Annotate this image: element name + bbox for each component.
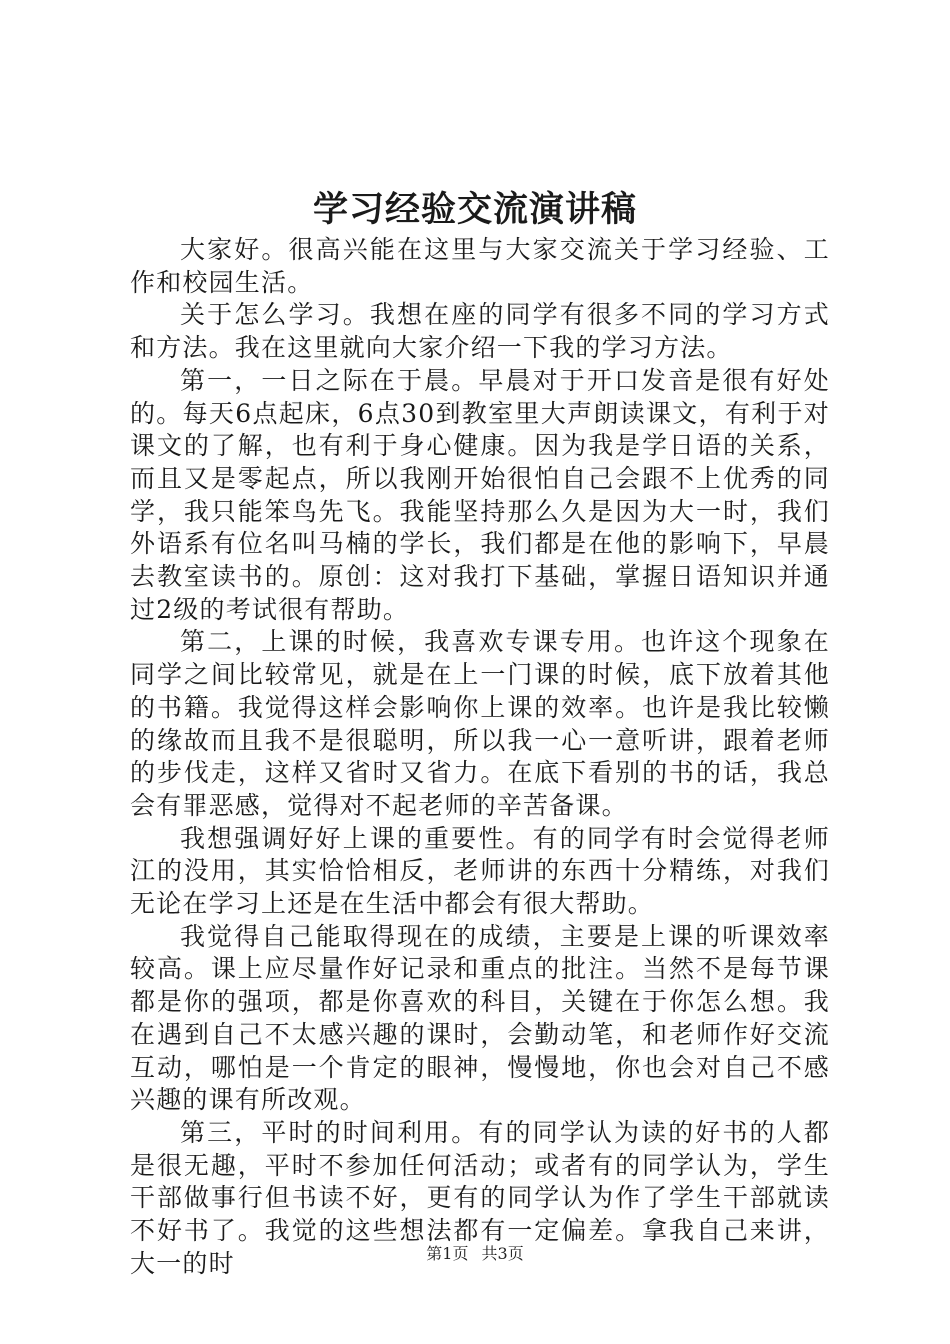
paragraph: 第二，上课的时候，我喜欢专课专用。也许这个现象在同学之间比较常见，就是在上一门课的时候，底下放着其他的书籍。我觉得这样会影响你上课的效率。也许是我比较懒的缘故而且我不是很聪明，所以我一心一意听讲，跟着老师的步伐走，这样又省时又省力。在底下看别的书的话，我总会有罪恶感，觉得对不起老师的辛苦备课。 [130, 627, 830, 820]
page-footer [0, 1242, 950, 1266]
document-body [130, 234, 830, 1281]
paragraph: 关于怎么学习。我想在座的同学有很多不同的学习方式和方法。我在这里就向大家介绍一下我的学习方法。 [130, 300, 830, 363]
paragraph: 我觉得自己能取得现在的成绩，主要是上课的听课效率较高。课上应尽量作好记录和重点的批注。当然不是每节课都是你的强项，都是你喜欢的科目，关键在于你怎么想。我在遇到自己不太感兴趣的课时，会勤动笔，和老师作好交流互动，哪怕是一个肯定的眼神，慢慢地，你也会对自己不感兴趣的课有所改观。 [130, 921, 830, 1115]
page-total: 共3页 [481, 1244, 524, 1263]
paragraph: 大家好。很高兴能在这里与大家交流关于学习经验、工作和校园生活。 [130, 235, 830, 297]
paragraph: 我想强调好好上课的重要性。有的同学有时会觉得老师江的没用，其实恰恰相反，老师讲的东西十分精练，对我们无论在学习上还是在生活中都会有很大帮助。 [130, 823, 830, 919]
paragraph: 第一，一日之际在于晨。早晨对于开口发音是很有好处的。每天6点起床，6点30到教室里大声朗读课文，有利于对课文的了解，也有利于身心健康。因为我是学日语的关系，而且又是零起点，所以我刚开始很怕自己会跟不上优秀的同学，我只能笨鸟先飞。我能坚持那么久是因为大一时，我们外语系有位名叫马楠的学长，我们都是在他的影响下，早晨去教室读书的。原创：这对我打下基础，掌握日语知识并通过2级的考试很有帮助。 [130, 365, 830, 624]
paragraph: 第三，平时的时间利用。有的同学认为读的好书的人都是很无趣，平时不参加任何活动；或者有的同学认为，学生干部做事行但书读不好，更有的同学认为作了学生干部就读不好书了。我觉的这些想法都有一定偏差。拿我自己来讲，大一的时 [130, 1117, 830, 1278]
page-number: 第1页 [426, 1244, 469, 1263]
document-title: 学习经验交流演讲稿 [312, 189, 637, 230]
